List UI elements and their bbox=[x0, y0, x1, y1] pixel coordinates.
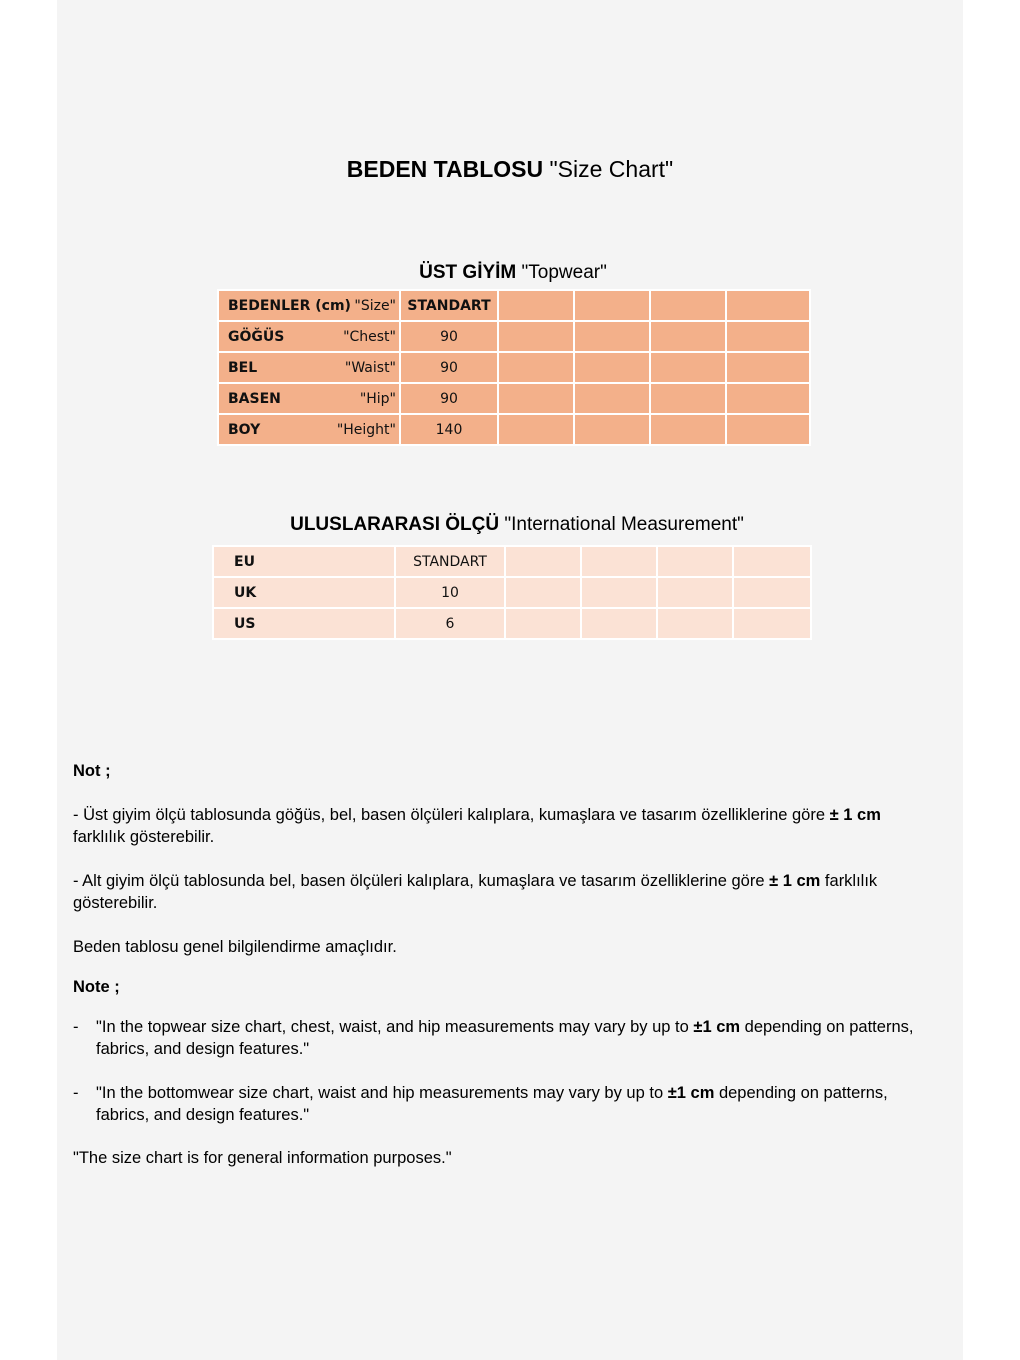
notes-en-bullet-text bbox=[96, 1016, 933, 1060]
topwear-title-rest: "Topwear" bbox=[516, 262, 607, 283]
region-label: UK bbox=[213, 577, 395, 608]
topwear-title bbox=[218, 262, 808, 284]
row-label-tr: BASEN bbox=[228, 390, 281, 407]
international-size-table bbox=[212, 545, 812, 640]
empty-cell bbox=[505, 577, 581, 608]
table-row bbox=[218, 321, 810, 352]
empty-cell bbox=[505, 546, 581, 577]
notes-en-b2-bold: ±1 cm bbox=[667, 1084, 715, 1102]
row-label-en: "Chest" bbox=[343, 328, 396, 345]
notes-tr-p2-end: farklılık gösterebilir. bbox=[73, 872, 878, 912]
empty-cell bbox=[574, 414, 650, 445]
empty-cell bbox=[657, 608, 733, 639]
empty-cell bbox=[650, 290, 726, 321]
notes-tr-p2-text: - Alt giyim ölçü tablosunda bel, basen ölçüleri kalıplara, kumaşlara ve tasarım özelliklerine göre bbox=[73, 872, 770, 890]
notes-en-b2-text: "In the bottomwear size chart, waist and hip measurements may vary by up to bbox=[96, 1084, 668, 1102]
notes-en-b1-text: "In the topwear size chart, chest, waist, and hip measurements may vary by up to bbox=[96, 1018, 694, 1036]
size-header-en: "Size" bbox=[354, 297, 396, 314]
notes-en-b2-end: depending on patterns, fabrics, and design features." bbox=[96, 1084, 888, 1124]
notes-tr-p1-bold: ± 1 cm bbox=[829, 806, 881, 824]
page-title-rest: "Size Chart" bbox=[543, 156, 674, 182]
size-header-tr: BEDENLER (cm) bbox=[228, 297, 351, 314]
topwear-title-bold: ÜST GİYİM bbox=[419, 262, 517, 283]
row-label-en: "Waist" bbox=[344, 359, 396, 376]
notes-en-bullet bbox=[73, 1016, 933, 1060]
row-label-en: "Hip" bbox=[359, 390, 396, 407]
region-value: 10 bbox=[395, 577, 505, 608]
empty-cell bbox=[733, 608, 811, 639]
region-label: US bbox=[213, 608, 395, 639]
notes-section bbox=[73, 760, 933, 1169]
bullet-dash: - bbox=[73, 1084, 79, 1102]
region-label: EU bbox=[213, 546, 395, 577]
notes-en-bullet bbox=[73, 1082, 933, 1126]
region-value: STANDART bbox=[395, 546, 505, 577]
empty-cell bbox=[726, 352, 810, 383]
international-title-bold: ULUSLARARASI ÖLÇÜ bbox=[290, 514, 500, 535]
empty-cell bbox=[498, 414, 574, 445]
table-row bbox=[218, 414, 810, 445]
empty-cell bbox=[726, 321, 810, 352]
empty-cell bbox=[498, 352, 574, 383]
empty-cell bbox=[498, 321, 574, 352]
notes-tr-paragraph bbox=[73, 804, 933, 848]
notes-tr-p1-end: farklılık gösterebilir. bbox=[73, 828, 215, 846]
notes-tr-p1-text: - Üst giyim ölçü tablosunda göğüs, bel, basen ölçüleri kalıplara, kumaşlara ve tasarım özelliklerine göre bbox=[73, 806, 830, 824]
empty-cell bbox=[574, 352, 650, 383]
empty-cell bbox=[498, 383, 574, 414]
table-row bbox=[218, 383, 810, 414]
notes-tr-p2-bold: ± 1 cm bbox=[769, 872, 821, 890]
empty-cell bbox=[581, 546, 657, 577]
international-title-rest: "International Measurement" bbox=[499, 514, 744, 535]
notes-en-b1-end: depending on patterns, fabrics, and design features." bbox=[96, 1018, 914, 1058]
row-label-cell bbox=[218, 321, 400, 352]
empty-cell bbox=[657, 577, 733, 608]
row-label-tr: BOY bbox=[228, 421, 261, 438]
notes-tr-paragraph bbox=[73, 870, 933, 914]
row-value: 140 bbox=[400, 414, 498, 445]
empty-cell bbox=[726, 383, 810, 414]
empty-cell bbox=[726, 414, 810, 445]
row-label-cell bbox=[218, 383, 400, 414]
table-row bbox=[218, 352, 810, 383]
row-label-en: "Height" bbox=[336, 421, 396, 438]
notes-en-general: "The size chart is for general information purposes." bbox=[73, 1149, 452, 1167]
row-value: 90 bbox=[400, 321, 498, 352]
empty-cell bbox=[650, 414, 726, 445]
table-row bbox=[213, 546, 811, 577]
row-label-cell bbox=[218, 414, 400, 445]
region-value: 6 bbox=[395, 608, 505, 639]
empty-cell bbox=[581, 577, 657, 608]
empty-cell bbox=[733, 546, 811, 577]
size-header-value: STANDART bbox=[400, 290, 498, 321]
size-chart-page bbox=[57, 0, 963, 1360]
empty-cell bbox=[650, 383, 726, 414]
notes-en-heading: Note ; bbox=[73, 978, 120, 996]
empty-cell bbox=[498, 290, 574, 321]
empty-cell bbox=[650, 352, 726, 383]
row-value: 90 bbox=[400, 383, 498, 414]
page-title bbox=[57, 156, 963, 183]
international-title bbox=[212, 514, 822, 536]
table-row bbox=[213, 608, 811, 639]
notes-tr-heading: Not ; bbox=[73, 762, 111, 780]
row-value: 90 bbox=[400, 352, 498, 383]
row-label-tr: BEL bbox=[228, 359, 258, 376]
page-title-bold: BEDEN TABLOSU bbox=[346, 156, 544, 182]
empty-cell bbox=[726, 290, 810, 321]
empty-cell bbox=[657, 546, 733, 577]
empty-cell bbox=[574, 321, 650, 352]
notes-en-b1-bold: ±1 cm bbox=[693, 1018, 741, 1036]
table-row bbox=[218, 290, 810, 321]
row-label-cell bbox=[218, 352, 400, 383]
empty-cell bbox=[574, 383, 650, 414]
table-row bbox=[213, 577, 811, 608]
row-label-tr: GÖĞÜS bbox=[228, 328, 285, 345]
bullet-dash: - bbox=[73, 1018, 79, 1036]
empty-cell bbox=[650, 321, 726, 352]
empty-cell bbox=[581, 608, 657, 639]
empty-cell bbox=[505, 608, 581, 639]
empty-cell bbox=[574, 290, 650, 321]
topwear-size-table bbox=[217, 289, 811, 446]
notes-en-bullet-text bbox=[96, 1082, 933, 1126]
size-header-cell bbox=[218, 290, 400, 321]
notes-tr-general: Beden tablosu genel bilgilendirme amaçlıdır. bbox=[73, 938, 397, 956]
empty-cell bbox=[733, 577, 811, 608]
